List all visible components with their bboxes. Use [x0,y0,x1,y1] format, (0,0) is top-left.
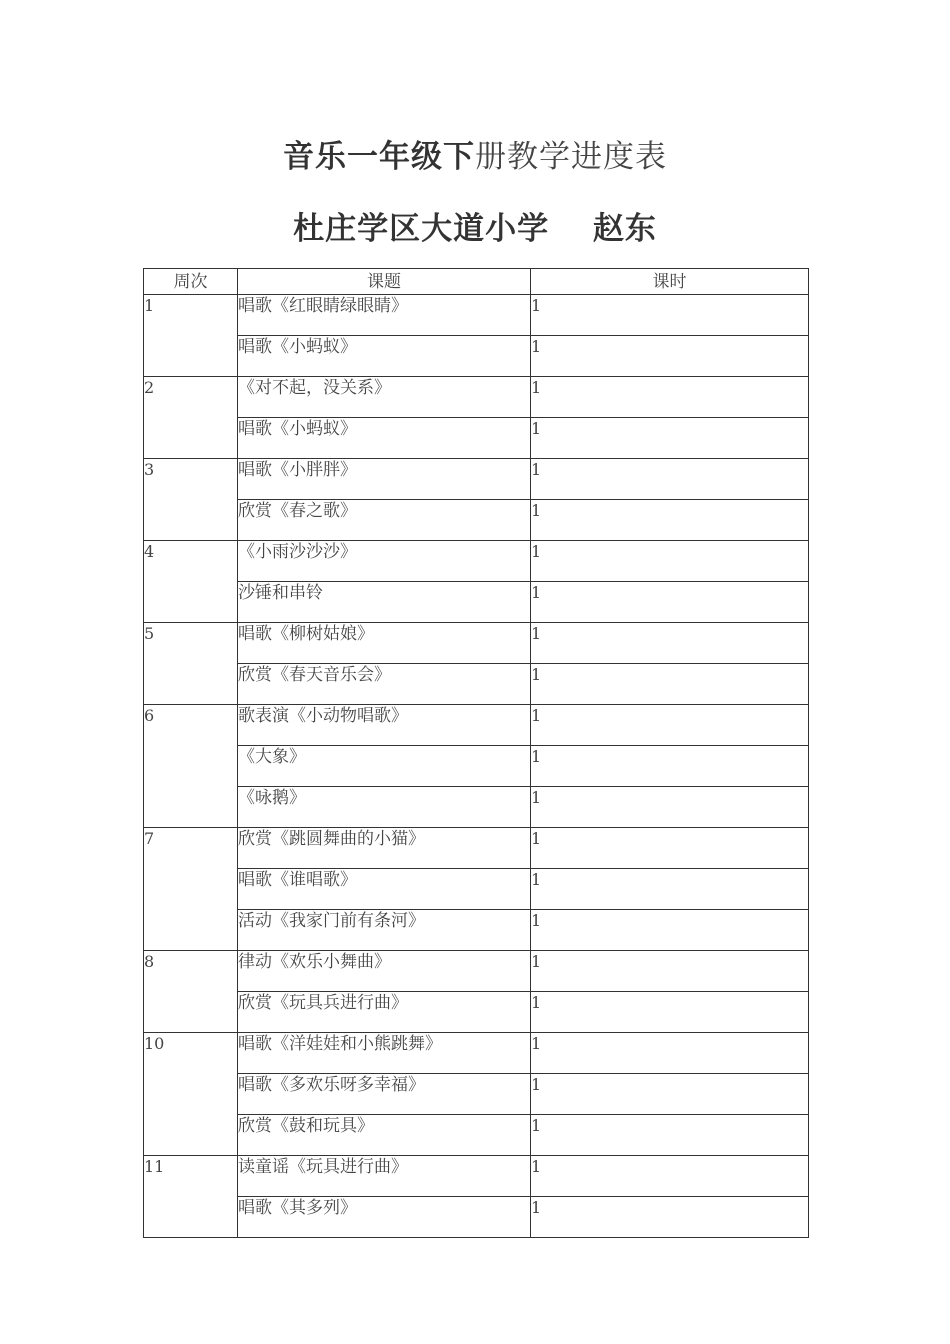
table-body [144,295,809,1238]
week-cell: 1 [144,295,238,377]
week-cell: 11 [144,1156,238,1238]
topic-cell: 律动《欢乐小舞曲》 [238,951,531,992]
table-row [144,500,809,541]
week-cell: 10 [144,1033,238,1156]
table-row [144,459,809,500]
topic-cell: 《咏鹅》 [238,787,531,828]
table-row [144,1197,809,1238]
table-row [144,418,809,459]
topic-cell: 欣赏《玩具兵进行曲》 [238,992,531,1033]
page-title-bold: 音乐一年级下 [283,139,475,175]
hours-cell: 1 [531,1115,809,1156]
table-row [144,1074,809,1115]
table-row [144,869,809,910]
topic-cell: 唱歌《其多列》 [238,1197,531,1238]
table-row [144,787,809,828]
hours-cell: 1 [531,1074,809,1115]
table-row [144,582,809,623]
table-row [144,1115,809,1156]
header-hours: 课时 [531,269,809,295]
hours-cell: 1 [531,1197,809,1238]
table-row [144,1156,809,1197]
hours-cell: 1 [531,992,809,1033]
topic-cell: 欣赏《鼓和玩具》 [238,1115,531,1156]
topic-cell: 《大象》 [238,746,531,787]
hours-cell: 1 [531,418,809,459]
table-row [144,705,809,746]
page-title-rest: 册教学进度表 [475,139,667,175]
hours-cell: 1 [531,746,809,787]
topic-cell: 唱歌《柳树姑娘》 [238,623,531,664]
table-header-row [144,269,809,295]
hours-cell: 1 [531,500,809,541]
table-row [144,828,809,869]
hours-cell: 1 [531,377,809,418]
topic-cell: 活动《我家门前有条河》 [238,910,531,951]
table-row [144,541,809,582]
hours-cell: 1 [531,910,809,951]
week-cell: 4 [144,541,238,623]
page-title [0,131,950,176]
topic-cell: 唱歌《洋娃娃和小熊跳舞》 [238,1033,531,1074]
topic-cell: 唱歌《小蚂蚁》 [238,336,531,377]
table-row [144,377,809,418]
topic-cell: 沙锤和串铃 [238,582,531,623]
hours-cell: 1 [531,664,809,705]
page-subtitle: 杜庄学区大道小学 赵东 [293,211,657,247]
week-cell: 6 [144,705,238,828]
hours-cell: 1 [531,623,809,664]
hours-cell: 1 [531,295,809,336]
topic-cell: 唱歌《小蚂蚁》 [238,418,531,459]
table-row [144,992,809,1033]
table-row [144,1033,809,1074]
hours-cell: 1 [531,541,809,582]
topic-cell: 读童谣《玩具进行曲》 [238,1156,531,1197]
topic-cell: 《小雨沙沙沙》 [238,541,531,582]
table-row [144,664,809,705]
week-cell: 2 [144,377,238,459]
hours-cell: 1 [531,336,809,377]
hours-cell: 1 [531,1156,809,1197]
topic-cell: 欣赏《跳圆舞曲的小猫》 [238,828,531,869]
topic-cell: 唱歌《红眼睛绿眼睛》 [238,295,531,336]
table-row [144,746,809,787]
hours-cell: 1 [531,869,809,910]
hours-cell: 1 [531,705,809,746]
week-cell: 3 [144,459,238,541]
table-row [144,295,809,336]
hours-cell: 1 [531,787,809,828]
topic-cell: 唱歌《多欢乐呀多幸福》 [238,1074,531,1115]
hours-cell: 1 [531,951,809,992]
table-row [144,623,809,664]
topic-cell: 唱歌《谁唱歌》 [238,869,531,910]
table-row [144,336,809,377]
header-topic: 课题 [238,269,531,295]
schedule-table [143,268,809,1238]
topic-cell: 欣赏《春天音乐会》 [238,664,531,705]
hours-cell: 1 [531,1033,809,1074]
topic-cell: 《对不起，没关系》 [238,377,531,418]
header-week: 周次 [144,269,238,295]
hours-cell: 1 [531,828,809,869]
topic-cell: 歌表演《小动物唱歌》 [238,705,531,746]
week-cell: 5 [144,623,238,705]
table-row [144,910,809,951]
hours-cell: 1 [531,582,809,623]
week-cell: 7 [144,828,238,951]
week-cell: 8 [144,951,238,1033]
table-row [144,951,809,992]
hours-cell: 1 [531,459,809,500]
topic-cell: 欣赏《春之歌》 [238,500,531,541]
topic-cell: 唱歌《小胖胖》 [238,459,531,500]
